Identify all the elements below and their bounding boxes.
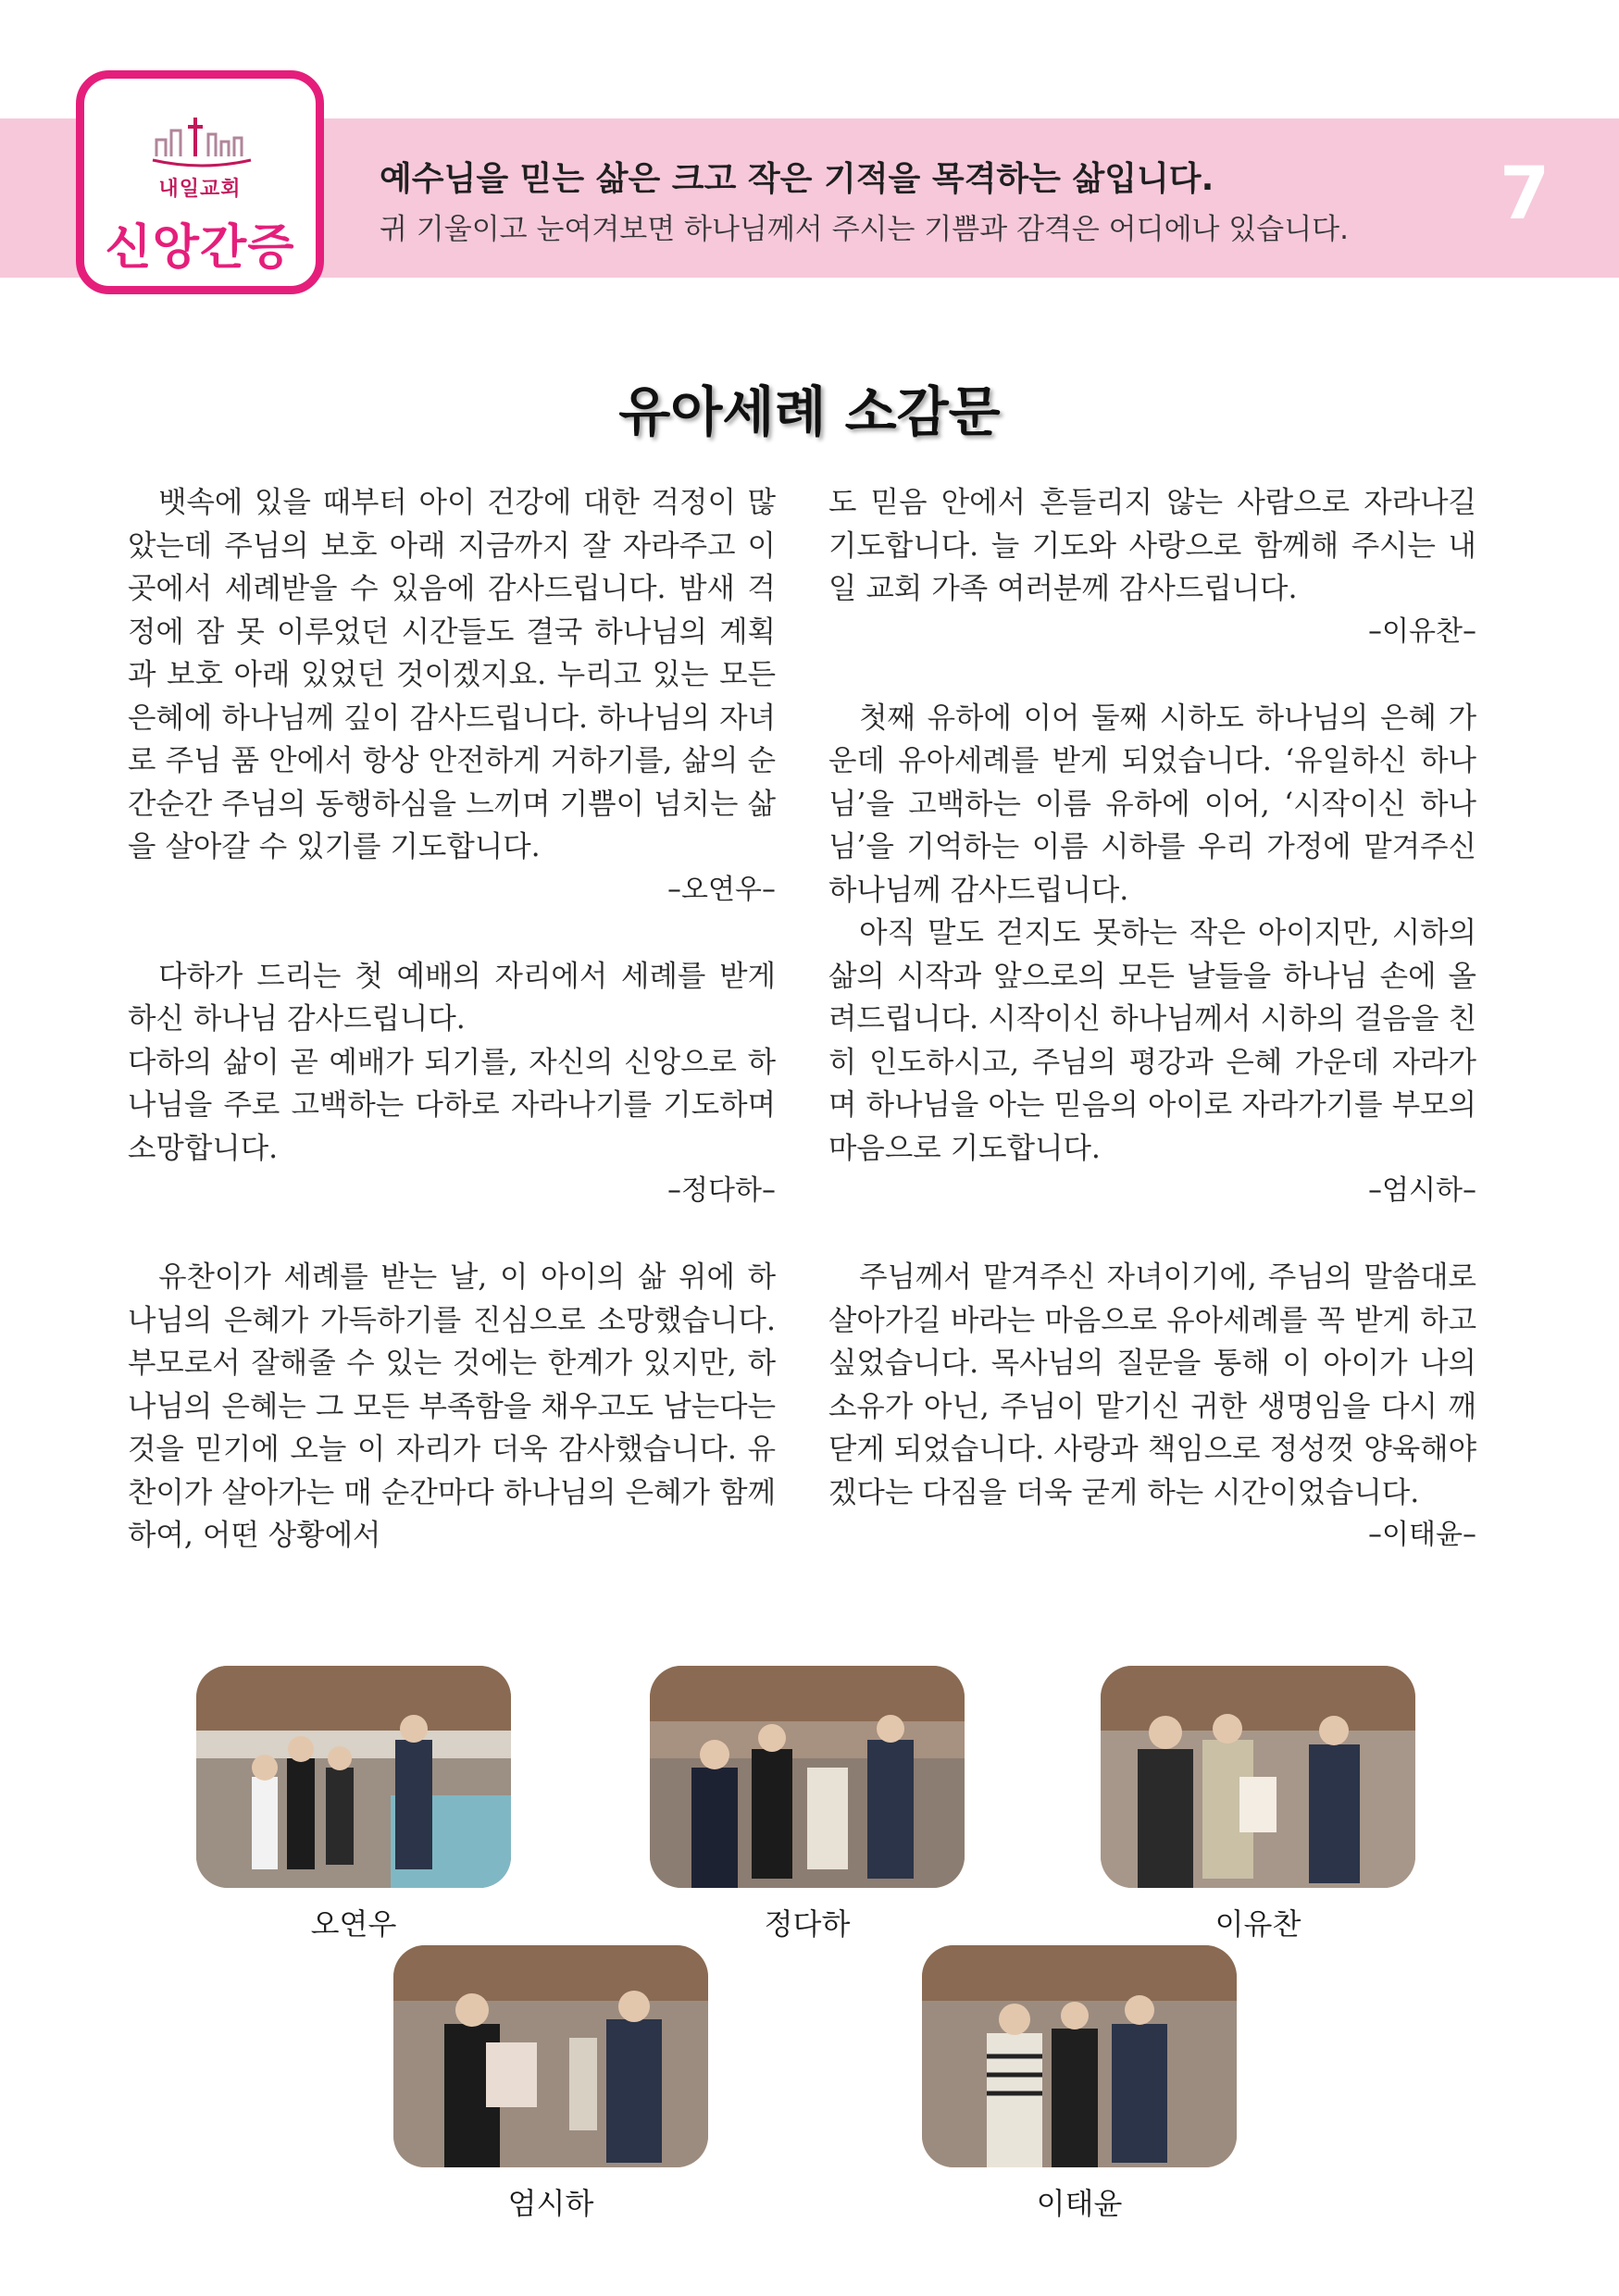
testimony-paragraph: 첫째 유하에 이어 둘째 시하도 하나님의 은혜 가운데 유아세례를 받게 되었습니다. ‘유일하신 하나님’을 고백하는 이름 유하에 이어, ‘시작이신 하나님’을 기억하는 이름 시하를 우리 가정에 맡겨주신 하나님께 감사드립니다. xyxy=(828,701,1476,907)
section-title: 신앙간증 xyxy=(105,220,295,276)
church-name: 내일교회 xyxy=(158,178,242,201)
testimony-signature: –엄시하– xyxy=(1368,1174,1476,1207)
section-logo xyxy=(76,70,324,294)
photo-caption: 이태윤 xyxy=(1036,2186,1123,2221)
photo-caption: 이유찬 xyxy=(1214,1906,1301,1942)
testimony-signature: –이유찬– xyxy=(1368,614,1476,648)
article-column-left xyxy=(128,481,776,1558)
photo-caption: 오연우 xyxy=(310,1906,397,1942)
baptism-photo xyxy=(393,1945,708,2167)
testimony-paragraph: 주님께서 맡겨주신 자녀이기에, 주님의 말씀대로 살아가길 바라는 마음으로 유아세례를 꼭 받게 하고 싶었습니다. 목사님의 질문을 통해 이 아이가 나의 소유가 아닌, 주님이 맡기신 귀한 생명임을 다시 깨닫게 되었습니다. 사랑과 책임으로 정성껏 양육해야겠다는 다짐을 더욱 굳게 하는 시간이었습니다. xyxy=(828,1260,1476,1509)
church-skyline-icon xyxy=(151,114,253,169)
testimony-paragraph: 유찬이가 세례를 받는 날, 이 아이의 삶 위에 하나님의 은혜가 가득하기를 진심으로 소망했습니다. 부모로서 잘해줄 수 있는 것에는 한계가 있지만, 하나님의 은혜는 그 모든 부족함을 채우고도 남는다는 것을 믿기에 오늘 이 자리가 더욱 감사했습니다. 유찬이가 살아가는 매 순간마다 하나님의 은혜가 함께하여, 어떤 상황에서 xyxy=(128,1260,776,1552)
testimony-signature: –오연우– xyxy=(667,873,776,906)
testimony-paragraph: 뱃속에 있을 때부터 아이 건강에 대한 걱정이 많았는데 주님의 보호 아래 지금까지 잘 자라주고 이곳에서 세례받을 수 있음에 감사드립니다. 밤새 걱정에 잠 못 이루었던 시간들도 결국 하나님의 계획과 보호 아래 있었던 것이겠지요. 누리고 있는 모든 은혜에 하나님께 깊이 감사드립니다. 하나님의 자녀로 주님 품 안에서 항상 안전하게 거하기를, 삶의 순간순간 주님의 동행하심을 느끼며 기쁨이 넘치는 삶을 살아갈 수 있기를 기도합니다. xyxy=(128,486,776,863)
photo-caption: 엄시하 xyxy=(507,2186,594,2221)
baptism-photo xyxy=(650,1666,965,1888)
testimony-signature: –정다하– xyxy=(667,1174,776,1207)
testimony-paragraph: 도 믿음 안에서 흔들리지 않는 사람으로 자라나길 기도합니다. 늘 기도와 사랑으로 함께해 주시는 내일 교회 가족 여러분께 감사드립니다. xyxy=(828,486,1476,605)
testimony-paragraph: 아직 말도 걷지도 못하는 작은 아이지만, 시하의 삶의 시작과 앞으로의 모든 날들을 하나님 손에 올려드립니다. 시작이신 하나님께서 시하의 걸음을 친히 인도하시고, 주님의 평강과 은혜 가운데 자라가며 하나님을 아는 믿음의 아이로 자라가기를 부모의 마음으로 기도합니다. xyxy=(828,916,1476,1165)
testimony-signature: –이태윤– xyxy=(1368,1519,1476,1551)
page-number: 7 xyxy=(1500,153,1551,236)
article-title: 유아세례 소감문 xyxy=(618,380,1001,443)
baptism-photo xyxy=(1101,1666,1415,1888)
header-tagline: 예수님을 믿는 삶은 크고 작은 기적을 목격하는 삶입니다. xyxy=(380,160,1214,198)
testimony-paragraph: 다하의 삶이 곧 예배가 되기를, 자신의 신앙으로 하나님을 주로 고백하는 다하로 자라나기를 기도하며 소망합니다. xyxy=(128,1045,776,1165)
baptism-photo xyxy=(922,1945,1237,2167)
photo-caption: 정다하 xyxy=(764,1906,851,1942)
baptism-photo xyxy=(196,1666,511,1888)
article-column-right xyxy=(828,481,1476,1558)
header-subline: 귀 기울이고 눈여겨보면 하나님께서 주시는 기쁨과 감격은 어디에나 있습니다. xyxy=(380,213,1349,246)
testimony-paragraph: 다하가 드리는 첫 예배의 자리에서 세례를 받게 하신 하나님 감사드립니다. xyxy=(128,959,776,1036)
